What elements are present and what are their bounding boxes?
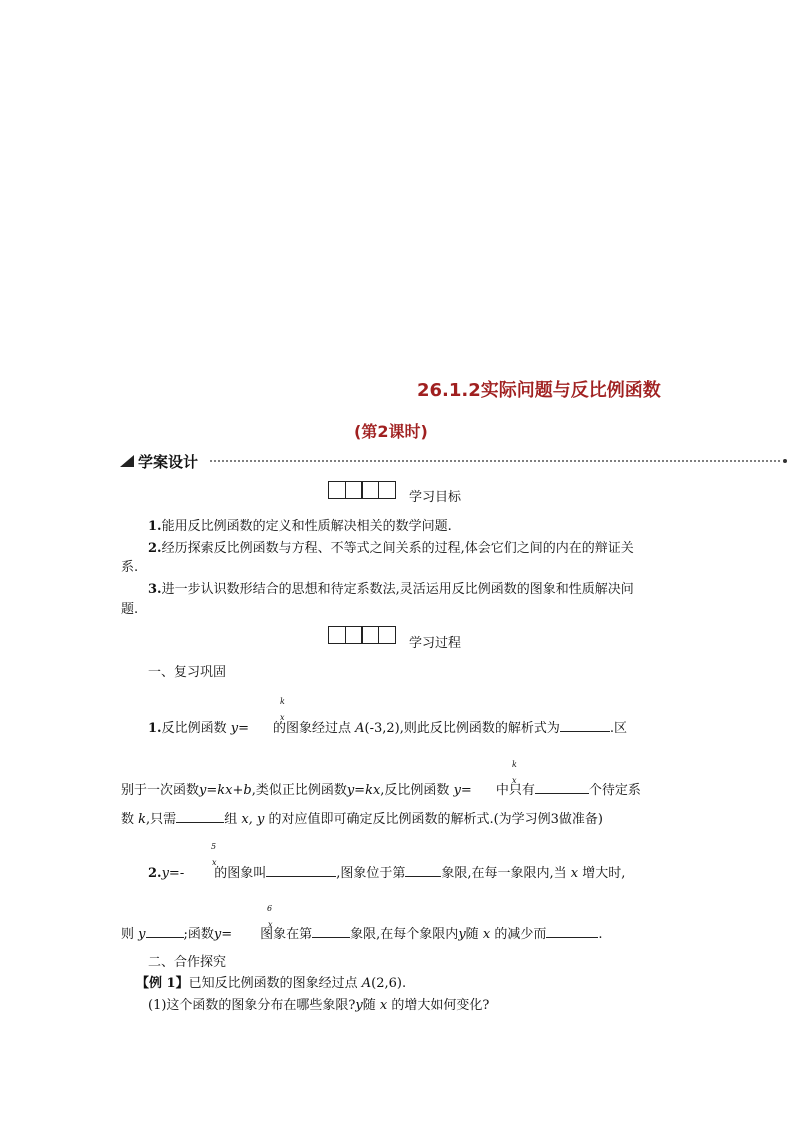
fraction-denominator: x — [280, 713, 285, 722]
example-label: 【例 1】 — [136, 976, 189, 991]
answer-blank[interactable] — [546, 924, 598, 938]
section-2-heading: 二、合作探究 — [148, 955, 227, 970]
question-1-line-2: 别于一次函数y=kx+b,类似正比例函数y=kx,反比例函数 y= 中只有 个待定系 — [121, 779, 641, 798]
answer-blank[interactable] — [405, 863, 441, 877]
goal-3-cont: 题. — [121, 602, 139, 617]
answer-blank[interactable] — [535, 780, 589, 794]
goal-3: 3.进一步认识数形结合的思想和待定系数法,灵活运用反比例函数的图象和性质解决问 — [148, 582, 634, 597]
fraction-denominator: x — [512, 776, 517, 785]
goal-2: 2.经历探索反比例函数与方程、不等式之间关系的过程,体会它们之间的内在的辩证关 — [148, 541, 634, 556]
fraction-denominator: x — [268, 920, 273, 929]
question-2-line-2: 则 y ;函数y= 图象在第 象限,在每个象限内y随 x 的减少而 . — [121, 923, 602, 942]
heading-boxes — [328, 626, 394, 644]
section-bar-label: 学案设计 — [138, 453, 199, 471]
example-1: 【例 1】已知反比例函数的图象经过点 A(2,6). — [136, 976, 407, 991]
fraction-numerator: k — [280, 697, 285, 706]
goals-heading-text: 学习目标 — [409, 490, 462, 505]
process-heading-text: 学习过程 — [409, 636, 462, 651]
goals-heading — [328, 481, 394, 503]
goal-1: 1.能用反比例函数的定义和性质解决相关的数学问题. — [148, 519, 452, 534]
section-1-heading: 一、复习巩固 — [148, 665, 227, 680]
fraction-numerator: k — [512, 760, 517, 769]
question-1-line-3: 数 k,只需 组 x, y 的对应值即可确定反比例函数的解析式.(为学习例3做准备) — [121, 808, 603, 827]
answer-blank[interactable] — [266, 863, 336, 877]
answer-blank[interactable] — [560, 718, 610, 732]
page-subtitle: (第2课时) — [354, 422, 428, 441]
goal-2-cont: 系. — [121, 560, 139, 575]
process-heading — [328, 626, 394, 648]
fraction-denominator: x — [212, 858, 217, 867]
fraction-numerator: 5 — [211, 842, 217, 851]
page-title: 26.1.2实际问题与反比例函数 — [417, 380, 661, 401]
question-2-line-1: 2.y=- 的图象叫 ,图象位于第 象限,在每一象限内,当 x 增大时, — [148, 862, 625, 881]
question-1-line-1: 1.反比例函数 y= 的图象经过点 A(-3,2),则此反比例函数的解析式为 .区 — [148, 717, 627, 736]
triangle-icon — [120, 453, 140, 469]
example-1-question-1: (1)这个函数的图象分布在哪些象限?y随 x 的增大如何变化? — [148, 998, 490, 1013]
heading-boxes — [328, 481, 394, 499]
answer-blank[interactable] — [312, 924, 350, 938]
dotted-divider — [210, 456, 794, 466]
answer-blank[interactable] — [176, 809, 224, 823]
fraction-numerator: 6 — [267, 904, 273, 913]
answer-blank[interactable] — [146, 924, 184, 938]
